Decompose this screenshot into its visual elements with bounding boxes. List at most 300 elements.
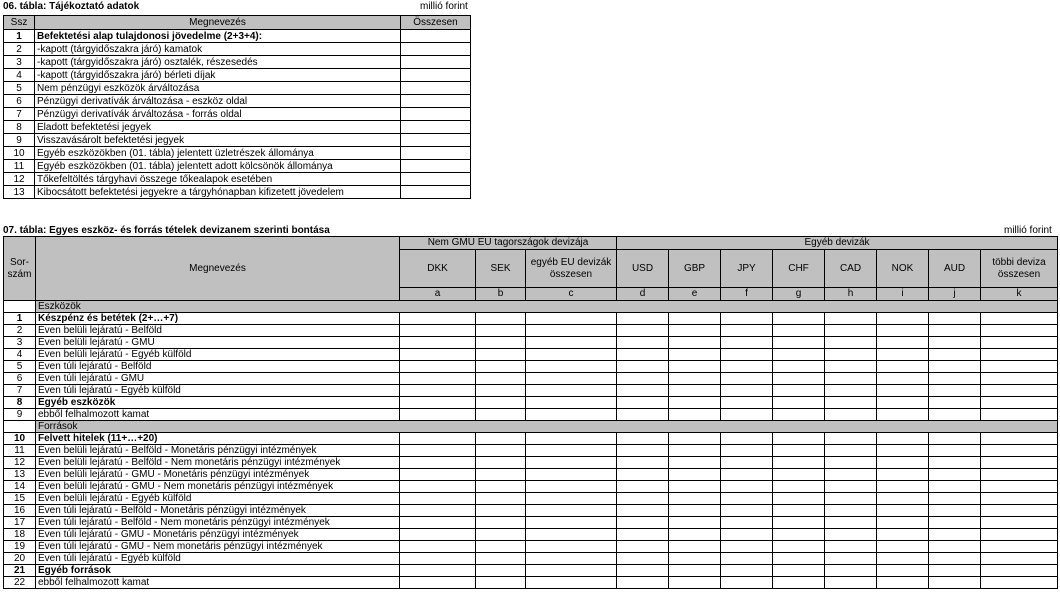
value-cell <box>721 409 773 421</box>
table-row <box>4 373 1058 385</box>
row-label: Pénzügyi derivatívák árváltozása - eszköz oldal <box>35 95 401 108</box>
row-number: 5 <box>4 361 36 373</box>
value-cell <box>981 541 1058 553</box>
row-number: 8 <box>4 397 36 409</box>
value-cell <box>526 469 617 481</box>
table-row <box>4 160 471 173</box>
value-cell <box>476 313 526 325</box>
value-cell <box>981 469 1058 481</box>
table-row <box>4 147 471 160</box>
value-cell <box>476 517 526 529</box>
value-cell <box>929 313 981 325</box>
table07-header-ssz: Sor-szám <box>4 237 36 301</box>
table07-body <box>4 301 1058 589</box>
section-row <box>4 421 1058 433</box>
value-cell <box>825 445 877 457</box>
value-cell <box>929 505 981 517</box>
value-cell <box>929 517 981 529</box>
currency-header: CHF <box>773 250 825 288</box>
value-cell <box>721 553 773 565</box>
value-cell <box>669 349 721 361</box>
row-number: 16 <box>4 505 36 517</box>
table-row <box>4 121 471 134</box>
value-cell <box>825 337 877 349</box>
currency-header: DKK <box>400 250 476 288</box>
value-cell <box>773 529 825 541</box>
value-cell <box>617 505 669 517</box>
value-cell <box>721 325 773 337</box>
table-row <box>4 173 471 186</box>
value-cell <box>401 186 471 199</box>
value-cell <box>401 56 471 69</box>
value-cell <box>825 529 877 541</box>
row-label: Éven túli lejáratú - Egyéb külföld <box>36 385 400 397</box>
value-cell <box>617 553 669 565</box>
value-cell <box>617 373 669 385</box>
column-letter: k <box>981 288 1058 301</box>
value-cell <box>476 433 526 445</box>
row-label: Felvett hitelek (11+…+20) <box>36 433 400 445</box>
section-label: Eszközök <box>36 301 1058 313</box>
table-row <box>4 95 471 108</box>
table-row <box>4 43 471 56</box>
column-letter: b <box>476 288 526 301</box>
row-number: 2 <box>4 325 36 337</box>
table-row <box>4 325 1058 337</box>
value-cell <box>721 529 773 541</box>
value-cell <box>877 325 929 337</box>
table-row <box>4 577 1058 589</box>
value-cell <box>721 505 773 517</box>
value-cell <box>929 361 981 373</box>
value-cell <box>773 469 825 481</box>
value-cell <box>929 529 981 541</box>
value-cell <box>476 565 526 577</box>
row-label: Egyéb eszközökben (01. tábla) jelentett adott kölcsönök állománya <box>35 160 401 173</box>
currency-header: egyéb EU devizák összesen <box>526 250 617 288</box>
currency-header: CAD <box>825 250 877 288</box>
value-cell <box>825 457 877 469</box>
column-letter: f <box>721 288 773 301</box>
value-cell <box>721 493 773 505</box>
table-row <box>4 349 1058 361</box>
table06-body <box>4 30 471 199</box>
value-cell <box>929 565 981 577</box>
value-cell <box>669 469 721 481</box>
value-cell <box>825 541 877 553</box>
column-letter: c <box>526 288 617 301</box>
value-cell <box>400 373 476 385</box>
value-cell <box>526 385 617 397</box>
row-number: 6 <box>4 95 35 108</box>
value-cell <box>825 325 877 337</box>
row-number: 12 <box>4 173 35 186</box>
value-cell <box>526 505 617 517</box>
column-letter: h <box>825 288 877 301</box>
table-row <box>4 397 1058 409</box>
value-cell <box>877 361 929 373</box>
column-letter: e <box>669 288 721 301</box>
value-cell <box>669 433 721 445</box>
value-cell <box>981 349 1058 361</box>
value-cell <box>617 337 669 349</box>
value-cell <box>773 313 825 325</box>
value-cell <box>476 337 526 349</box>
table06-header-total: Összesen <box>401 16 471 30</box>
table06 <box>3 15 471 199</box>
value-cell <box>526 397 617 409</box>
value-cell <box>526 493 617 505</box>
row-label: Éven belüli lejáratú - GMU - Nem monetáris pénzügyi intézmények <box>36 481 400 493</box>
value-cell <box>721 313 773 325</box>
value-cell <box>877 457 929 469</box>
value-cell <box>773 577 825 589</box>
value-cell <box>721 433 773 445</box>
column-letter: a <box>400 288 476 301</box>
value-cell <box>401 82 471 95</box>
value-cell <box>877 565 929 577</box>
value-cell <box>669 529 721 541</box>
value-cell <box>617 517 669 529</box>
table-row <box>4 313 1058 325</box>
table-row <box>4 445 1058 457</box>
value-cell <box>721 397 773 409</box>
value-cell <box>400 433 476 445</box>
value-cell <box>669 397 721 409</box>
value-cell <box>877 433 929 445</box>
value-cell <box>721 361 773 373</box>
value-cell <box>825 361 877 373</box>
value-cell <box>400 541 476 553</box>
value-cell <box>877 409 929 421</box>
value-cell <box>721 385 773 397</box>
value-cell <box>400 361 476 373</box>
value-cell <box>669 517 721 529</box>
value-cell <box>400 529 476 541</box>
table-row <box>4 82 471 95</box>
value-cell <box>400 517 476 529</box>
value-cell <box>981 445 1058 457</box>
value-cell <box>981 553 1058 565</box>
row-number: 2 <box>4 43 35 56</box>
value-cell <box>877 505 929 517</box>
value-cell <box>981 505 1058 517</box>
row-number: 4 <box>4 349 36 361</box>
value-cell <box>929 541 981 553</box>
value-cell <box>929 481 981 493</box>
table-row <box>4 30 471 43</box>
value-cell <box>617 397 669 409</box>
value-cell <box>400 493 476 505</box>
value-cell <box>476 457 526 469</box>
value-cell <box>877 469 929 481</box>
value-cell <box>773 385 825 397</box>
table-row <box>4 565 1058 577</box>
value-cell <box>401 121 471 134</box>
value-cell <box>617 325 669 337</box>
row-label: Tőkefeltöltés tárgyhavi összege tőkealapok esetében <box>35 173 401 186</box>
value-cell <box>476 373 526 385</box>
row-label: Egyéb források <box>36 565 400 577</box>
table07-unit: millió forint <box>1004 225 1052 236</box>
value-cell <box>617 349 669 361</box>
value-cell <box>669 409 721 421</box>
table06-unit: millió forint <box>420 1 468 12</box>
currency-header: AUD <box>929 250 981 288</box>
value-cell <box>981 361 1058 373</box>
value-cell <box>877 397 929 409</box>
row-label: Éven túli lejáratú - Egyéb külföld <box>36 553 400 565</box>
column-letter: d <box>617 288 669 301</box>
value-cell <box>669 541 721 553</box>
value-cell <box>400 553 476 565</box>
table-row <box>4 385 1058 397</box>
row-number: 17 <box>4 517 36 529</box>
value-cell <box>981 493 1058 505</box>
value-cell <box>401 30 471 43</box>
value-cell <box>669 385 721 397</box>
section-row <box>4 301 1058 313</box>
value-cell <box>721 337 773 349</box>
value-cell <box>401 69 471 82</box>
value-cell <box>981 457 1058 469</box>
value-cell <box>877 373 929 385</box>
value-cell <box>981 337 1058 349</box>
value-cell <box>400 457 476 469</box>
row-number: 11 <box>4 445 36 457</box>
currency-header: GBP <box>669 250 721 288</box>
value-cell <box>773 541 825 553</box>
value-cell <box>400 565 476 577</box>
value-cell <box>981 529 1058 541</box>
value-cell <box>981 373 1058 385</box>
value-cell <box>773 433 825 445</box>
table-row <box>4 493 1058 505</box>
value-cell <box>929 577 981 589</box>
value-cell <box>981 565 1058 577</box>
row-number: 11 <box>4 160 35 173</box>
value-cell <box>669 361 721 373</box>
row-number: 1 <box>4 313 36 325</box>
row-number: 5 <box>4 82 35 95</box>
row-number: 21 <box>4 565 36 577</box>
value-cell <box>773 373 825 385</box>
value-cell <box>929 397 981 409</box>
value-cell <box>476 409 526 421</box>
row-label: Éven túli lejáratú - GMU <box>36 373 400 385</box>
value-cell <box>929 433 981 445</box>
row-number: 6 <box>4 373 36 385</box>
row-number: 3 <box>4 337 36 349</box>
row-label: Éven belüli lejáratú - Egyéb külföld <box>36 349 400 361</box>
row-label: Éven belüli lejáratú - Egyéb külföld <box>36 493 400 505</box>
value-cell <box>400 349 476 361</box>
value-cell <box>877 517 929 529</box>
row-number: 12 <box>4 457 36 469</box>
value-cell <box>669 313 721 325</box>
row-number: 13 <box>4 469 36 481</box>
value-cell <box>669 553 721 565</box>
table-row <box>4 361 1058 373</box>
value-cell <box>400 325 476 337</box>
value-cell <box>617 313 669 325</box>
column-letter: j <box>929 288 981 301</box>
value-cell <box>981 517 1058 529</box>
table-row <box>4 337 1058 349</box>
value-cell <box>877 481 929 493</box>
value-cell <box>721 373 773 385</box>
value-cell <box>669 505 721 517</box>
value-cell <box>825 481 877 493</box>
value-cell <box>617 481 669 493</box>
value-cell <box>526 457 617 469</box>
section-label: Források <box>36 421 1058 433</box>
value-cell <box>929 409 981 421</box>
value-cell <box>929 349 981 361</box>
value-cell <box>773 565 825 577</box>
value-cell <box>929 385 981 397</box>
value-cell <box>929 337 981 349</box>
value-cell <box>877 445 929 457</box>
value-cell <box>401 108 471 121</box>
value-cell <box>617 409 669 421</box>
value-cell <box>877 385 929 397</box>
value-cell <box>526 361 617 373</box>
value-cell <box>669 493 721 505</box>
value-cell <box>476 529 526 541</box>
table-row <box>4 56 471 69</box>
value-cell <box>476 349 526 361</box>
row-label: Éven belüli lejáratú - Belföld - Nem monetáris pénzügyi intézmények <box>36 457 400 469</box>
row-number: 3 <box>4 56 35 69</box>
currency-header: NOK <box>877 250 929 288</box>
row-number: 4 <box>4 69 35 82</box>
row-label: Kibocsátott befektetési jegyekre a tárgyhónapban kifizetett jövedelem <box>35 186 401 199</box>
row-number: 18 <box>4 529 36 541</box>
value-cell <box>721 577 773 589</box>
value-cell <box>526 409 617 421</box>
value-cell <box>669 445 721 457</box>
table-row <box>4 69 471 82</box>
value-cell <box>981 313 1058 325</box>
value-cell <box>617 385 669 397</box>
value-cell <box>400 337 476 349</box>
value-cell <box>526 529 617 541</box>
value-cell <box>721 457 773 469</box>
table07-header-group-eu: Nem GMU EU tagországok devizája <box>400 237 617 250</box>
value-cell <box>721 541 773 553</box>
row-number: 15 <box>4 493 36 505</box>
value-cell <box>401 160 471 173</box>
value-cell <box>476 469 526 481</box>
value-cell <box>825 385 877 397</box>
value-cell <box>476 577 526 589</box>
value-cell <box>773 397 825 409</box>
row-number: 9 <box>4 409 36 421</box>
value-cell <box>929 493 981 505</box>
value-cell <box>617 469 669 481</box>
table-row <box>4 108 471 121</box>
table07-header-group-other: Egyéb devizák <box>617 237 1058 250</box>
value-cell <box>476 325 526 337</box>
row-label: -kapott (tárgyidőszakra járó) osztalék, részesedés <box>35 56 401 69</box>
value-cell <box>773 553 825 565</box>
value-cell <box>773 445 825 457</box>
value-cell <box>773 517 825 529</box>
value-cell <box>773 325 825 337</box>
row-label: Egyéb eszközök <box>36 397 400 409</box>
row-number: 1 <box>4 30 35 43</box>
row-label: Éven belüli lejáratú - GMU - Monetáris pénzügyi intézmények <box>36 469 400 481</box>
value-cell <box>617 529 669 541</box>
value-cell <box>526 517 617 529</box>
row-label: Visszavásárolt befektetési jegyek <box>35 134 401 147</box>
row-label: Éven túli lejáratú - GMU - Monetáris pénzügyi intézmények <box>36 529 400 541</box>
value-cell <box>617 445 669 457</box>
value-cell <box>526 553 617 565</box>
value-cell <box>929 457 981 469</box>
currency-header: többi deviza összesen <box>981 250 1058 288</box>
value-cell <box>721 517 773 529</box>
row-number: 10 <box>4 433 36 445</box>
row-label: Készpénz és betétek (2+…+7) <box>36 313 400 325</box>
row-label: ebből felhalmozott kamat <box>36 577 400 589</box>
value-cell <box>981 385 1058 397</box>
value-cell <box>526 325 617 337</box>
currency-header: USD <box>617 250 669 288</box>
table06-header-ssz: Ssz <box>4 16 35 30</box>
value-cell <box>400 577 476 589</box>
value-cell <box>401 134 471 147</box>
column-letter: g <box>773 288 825 301</box>
value-cell <box>617 361 669 373</box>
value-cell <box>401 147 471 160</box>
table-row <box>4 481 1058 493</box>
table07-header-name: Megnevezés <box>36 237 400 301</box>
value-cell <box>400 445 476 457</box>
row-number: 7 <box>4 385 36 397</box>
value-cell <box>617 493 669 505</box>
table-row <box>4 433 1058 445</box>
table-row <box>4 186 471 199</box>
value-cell <box>721 349 773 361</box>
row-label: Egyéb eszközökben (01. tábla) jelentett üzletrészek állománya <box>35 147 401 160</box>
table-row <box>4 541 1058 553</box>
value-cell <box>476 553 526 565</box>
value-cell <box>400 505 476 517</box>
value-cell <box>825 349 877 361</box>
value-cell <box>669 577 721 589</box>
value-cell <box>476 481 526 493</box>
value-cell <box>526 565 617 577</box>
value-cell <box>877 541 929 553</box>
row-label: Éven túli lejáratú - GMU - Nem monetáris pénzügyi intézmények <box>36 541 400 553</box>
value-cell <box>825 565 877 577</box>
value-cell <box>825 397 877 409</box>
table07-title: 07. tábla: Egyes eszköz- és forrás tételek devizanem szerinti bontása <box>3 225 330 236</box>
table07 <box>3 236 1058 589</box>
value-cell <box>526 337 617 349</box>
table-row <box>4 134 471 147</box>
value-cell <box>929 325 981 337</box>
value-cell <box>526 541 617 553</box>
value-cell <box>981 397 1058 409</box>
value-cell <box>721 565 773 577</box>
value-cell <box>401 173 471 186</box>
table06-header-name: Megnevezés <box>35 16 401 30</box>
value-cell <box>981 481 1058 493</box>
value-cell <box>669 457 721 469</box>
